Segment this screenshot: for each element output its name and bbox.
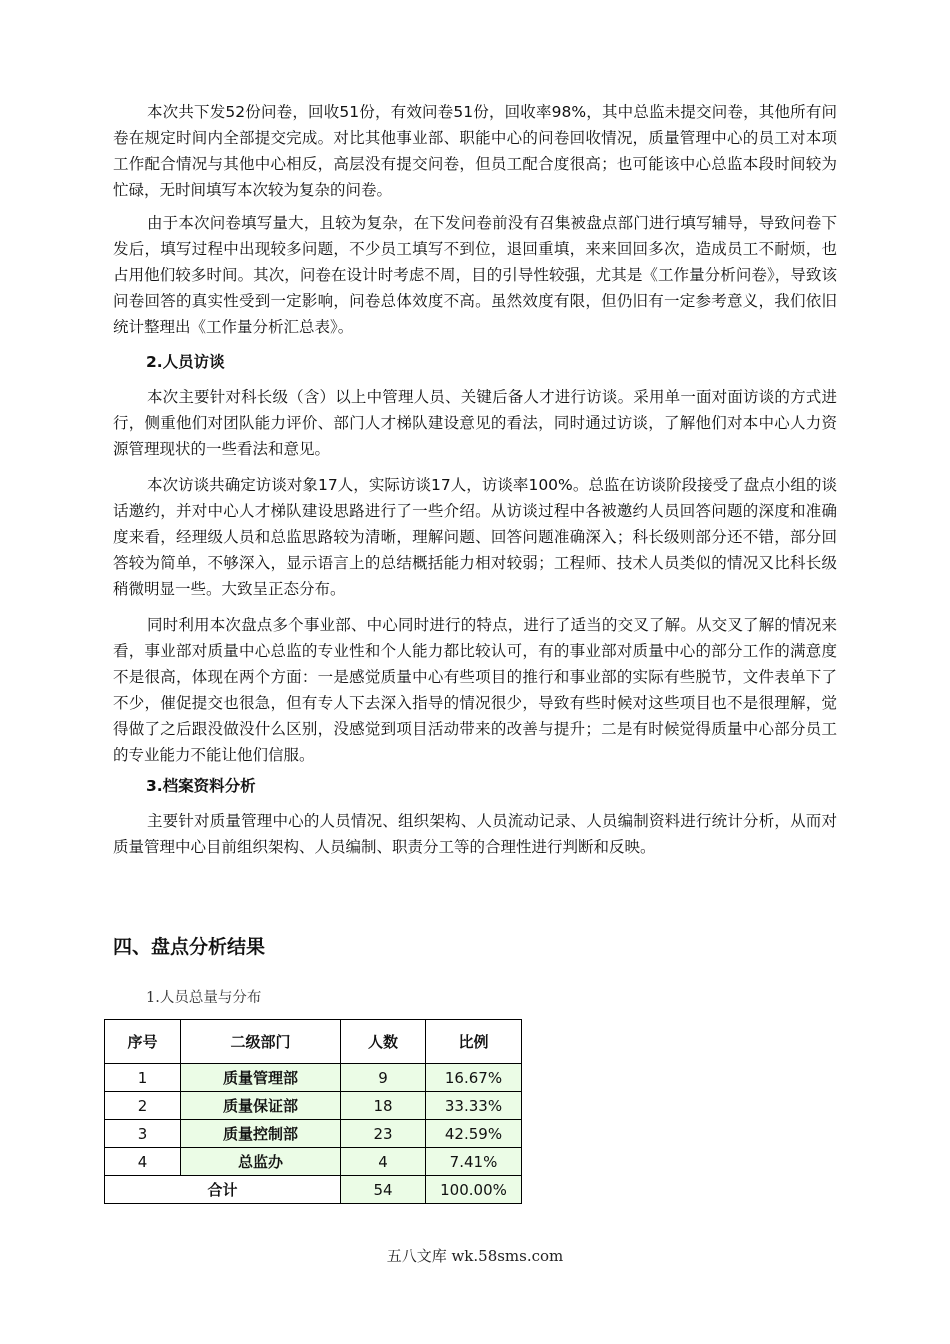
cell-ratio: 42.59% bbox=[426, 1120, 522, 1148]
cell-dept: 质量保证部 bbox=[181, 1092, 341, 1120]
table-header-row bbox=[105, 1020, 522, 1064]
cell-ratio: 33.33% bbox=[426, 1092, 522, 1120]
cell-ratio: 16.67% bbox=[426, 1064, 522, 1092]
cell-ratio: 7.41% bbox=[426, 1148, 522, 1176]
paragraph-archive-analysis: 主要针对质量管理中心的人员情况、组织架构、人员流动记录、人员编制资料进行统计分析，从而对质量管理中心目前组织架构、人员编制、职责分工等的合理性进行判断和反映。 bbox=[113, 812, 837, 856]
paragraph-interview-scope: 本次主要针对科长级（含）以上中管理人员、关键后备人才进行访谈。采用单一面对面访谈的方式进行，侧重他们对团队能力评价、部门人才梯队建设意见的看法，同时通过访谈，了解他们对本中心人力资源管理现状的一些看法和意见。 bbox=[113, 388, 837, 458]
cell-count: 4 bbox=[341, 1148, 426, 1176]
cell-no: 2 bbox=[105, 1092, 181, 1120]
cell-dept: 总监办 bbox=[181, 1148, 341, 1176]
section-title-archive: 3.档案资料分析 bbox=[146, 777, 256, 795]
table-total-row bbox=[105, 1176, 522, 1204]
table-caption: 1.人员总量与分布 bbox=[146, 990, 262, 1006]
staff-distribution-table bbox=[104, 1019, 522, 1204]
header-dept: 二级部门 bbox=[181, 1020, 341, 1064]
header-ratio: 比例 bbox=[426, 1020, 522, 1064]
table-row bbox=[105, 1148, 522, 1176]
paragraph-questionnaire-return: 本次共下发52份问卷，回收51份，有效问卷51份，回收率98%，其中总监未提交问卷，其他所有问卷在规定时间内全部提交完成。对比其他事业部、职能中心的问卷回收情况，质量管理中心的员工对本项工作配合情况与其他中心相反，高层没有提交问卷，但员工配合度很高；也可能该中心总监本段时间较为忙碌，无时间填写本次较为复杂的问卷。 bbox=[113, 103, 837, 199]
cell-count: 9 bbox=[341, 1064, 426, 1092]
header-no: 序号 bbox=[105, 1020, 181, 1064]
paragraph-interview-results: 本次访谈共确定访谈对象17人，实际访谈17人，访谈率100%。总监在访谈阶段接受了盘点小组的谈话邀约，并对中心人才梯队建设思路进行了一些介绍。从访谈过程中各被邀约人员回答问题的深度和准确度来看，经理级人员和总监思路较为清晰，理解问题、回答问题准确深入；科长级则部分还不错，部分回答较为简单，不够深入，显示语言上的总结概括能力相对较弱；工程师、技术人员类似的情况又比科长级稍微明显一些。大致呈正态分布。 bbox=[113, 476, 837, 598]
cell-total-count: 54 bbox=[341, 1176, 426, 1204]
heading-inventory-results: 四、盘点分析结果 bbox=[113, 936, 266, 958]
cell-total-ratio: 100.00% bbox=[426, 1176, 522, 1204]
cell-total-label: 合计 bbox=[105, 1176, 341, 1204]
paragraph-questionnaire-issues: 由于本次问卷填写量大，且较为复杂，在下发问卷前没有召集被盘点部门进行填写辅导，导致问卷下发后，填写过程中出现较多问题，不少员工填写不到位，退回重填，来来回回多次，造成员工不耐烦，也占用他们较多时间。其次，问卷在设计时考虑不周，目的引导性较强，尤其是《工作量分析问卷》，导致该问卷回答的真实性受到一定影响，问卷总体效度不高。虽然效度有限，但仍旧有一定参考意义，我们依旧统计整理出《工作量分析汇总表》。 bbox=[113, 214, 837, 336]
table-row bbox=[105, 1120, 522, 1148]
table-row bbox=[105, 1092, 522, 1120]
cell-dept: 质量控制部 bbox=[181, 1120, 341, 1148]
section-title-interview: 2.人员访谈 bbox=[146, 353, 225, 371]
footer-watermark: 五八文库 wk.58sms.com bbox=[386, 1247, 564, 1265]
header-count: 人数 bbox=[341, 1020, 426, 1064]
cell-no: 1 bbox=[105, 1064, 181, 1092]
table-row bbox=[105, 1064, 522, 1092]
cell-count: 23 bbox=[341, 1120, 426, 1148]
cell-no: 3 bbox=[105, 1120, 181, 1148]
cell-count: 18 bbox=[341, 1092, 426, 1120]
cell-dept: 质量管理部 bbox=[181, 1064, 341, 1092]
paragraph-cross-interview: 同时利用本次盘点多个事业部、中心同时进行的特点，进行了适当的交叉了解。从交叉了解的情况来看，事业部对质量中心总监的专业性和个人能力都比较认可，有的事业部对质量中心的部分工作的满意度不是很高，体现在两个方面：一是感觉质量中心有些项目的推行和事业部的实际有些脱节，文件表单下了不少，催促提交也很急，但有专人下去深入指导的情况很少，导致有些时候对这些项目也不是很理解，觉得做了之后跟没做没什么区别，没感觉到项目活动带来的改善与提升；二是有时候觉得质量中心部分员工的专业能力不能让他们信服。 bbox=[113, 616, 837, 764]
cell-no: 4 bbox=[105, 1148, 181, 1176]
